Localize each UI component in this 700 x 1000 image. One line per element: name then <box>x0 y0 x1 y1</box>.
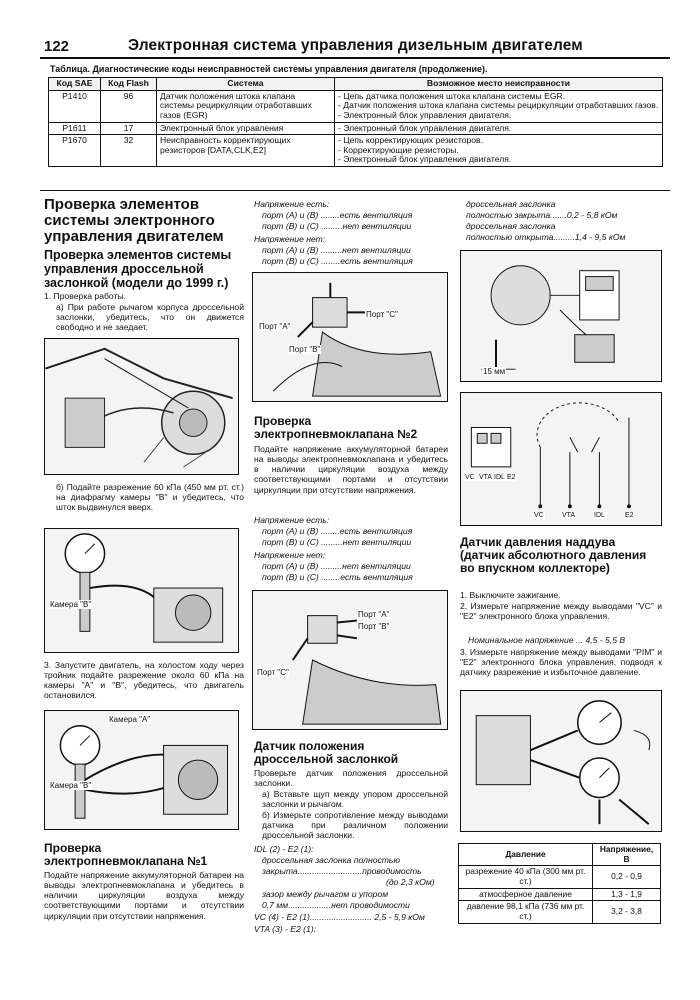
map-step-2: 2. Измерьте напряжение между выводами "VC" и "E2" электронного блока управления. <box>460 601 662 622</box>
fault-line: - Электронный блок управления двигателя. <box>338 122 512 133</box>
valve-2-drawing <box>253 591 447 729</box>
circuit-pin-label: IDL <box>594 512 605 519</box>
valve-2-text: Подайте напряжение аккумуляторной батареи на выводы электропневмоклапана и убедитесь в наличии циркуляции воздуха между соответствующими портами и отсутствии циркуляции при отсутствии напряжения. <box>254 444 448 495</box>
fig5-port-c: Порт "C" <box>257 668 289 677</box>
v2-on-title: Напряжение есть: <box>254 515 330 525</box>
cell-fault <box>335 122 663 135</box>
table-header-sae: Код SAE <box>49 78 101 91</box>
vc-line: VC (4) - E2 (1).......................... 2,5 - 5,9 кОм <box>254 912 425 922</box>
figure-label-chamber-a: Камера "A" <box>109 715 151 724</box>
connector-pin-label: VC <box>465 474 475 481</box>
pressure-voltage-table <box>458 843 661 924</box>
circuit-pin-label: VC <box>534 512 544 519</box>
table-row <box>459 901 661 923</box>
heading-valve-2: Проверка электропневмоклапана №2 <box>254 414 418 442</box>
v1-on-line: порт (B) и (C) .........нет вентиляции <box>262 221 412 231</box>
fig5-port-a: Порт "A" <box>358 610 390 619</box>
cell-flash: 96 <box>101 90 157 122</box>
table-row <box>459 888 661 901</box>
table-row <box>459 866 661 888</box>
fault-line: - Электронный блок управления двигателя. <box>338 109 512 120</box>
fig4-port-b: Порт "B" <box>289 345 321 354</box>
fault-line: - Датчик положения штока клапана системы рециркуляции отработавших газов. <box>338 100 659 111</box>
idl-line: дроссельная заслонка полностью <box>262 855 400 865</box>
heading-tps: Датчик положения дроссельной заслонкой <box>254 739 399 767</box>
page-title: Электронная система управления дизельным двигателем <box>128 37 583 54</box>
table-header-fault: Возможное место неисправности <box>335 78 663 91</box>
idl-line: 0,7 мм..................нет проводимости <box>262 900 410 910</box>
cell-sae: P1611 <box>49 122 101 135</box>
sub-heading: Проверка элементов системы управления дроссельной заслонкой (модели до 1999 г.) <box>44 248 232 290</box>
cell-flash: 17 <box>101 122 157 135</box>
table-header-system: Система <box>157 78 335 91</box>
fault-line: - Цепь корректирующих резисторов. <box>338 135 483 146</box>
connector-pin-label: E2 <box>507 474 516 481</box>
vta-line: полностью открыта.........1,4 - 9,5 кОм <box>466 232 626 242</box>
cell-sae: P1670 <box>49 135 101 167</box>
fig4-port-a: Порт "A" <box>259 322 291 331</box>
figure-throttle-body <box>44 338 239 475</box>
cell-sae: P1410 <box>49 90 101 122</box>
map-step-1: 1. Выключите зажигание. <box>460 590 561 600</box>
press-header-voltage: Напряжение, В <box>593 844 661 866</box>
v2-on-line: порт (B) и (C) .........нет вентиляции <box>262 537 412 547</box>
header-divider <box>40 57 670 59</box>
v2-off-line: порт (B) и (C) ........есть вентиляция <box>262 572 413 582</box>
fig6-gap-label: 15 мм <box>483 367 506 376</box>
figure-map-test <box>460 690 662 832</box>
step-3: 3. Запустите двигатель, на холостом ходу через тройник подайте разрежение около 60 кПа на камеры "A" и "B", убедитесь, что двигатель остановился. <box>44 660 244 701</box>
dtc-table <box>48 77 663 167</box>
cell-system: Датчик положения штока клапана системы рециркуляции отработавших газов (EGR) <box>157 90 335 122</box>
figure-valve-2 <box>252 590 448 730</box>
idl-line: (до 2,3 кОм) <box>386 877 435 887</box>
cell-system: Неисправность корректирующих резисторов [DATA,CLK,E2] <box>157 135 335 167</box>
vta-line: дроссельная заслонка <box>466 199 556 209</box>
valve-1-drawing <box>253 273 447 401</box>
fig4-port-c: Порт "C" <box>366 310 398 319</box>
figure-valve-1 <box>252 272 448 402</box>
cell-system: Электронный блок управления <box>157 122 335 135</box>
table-row <box>49 135 663 167</box>
heading-map-sensor: Датчик давления наддува (датчик абсолютного давления во впускном коллекторе) <box>460 535 647 576</box>
press-cell: давление 98,1 кПа (736 мм рт. ст.) <box>459 901 593 923</box>
v1-on-title: Напряжение есть: <box>254 199 330 209</box>
v2-off-line: порт (A) и (B) .........нет вентиляции <box>262 561 411 571</box>
table-row <box>49 90 663 122</box>
connector-pin-label: VTA <box>479 474 493 481</box>
press-cell: разрежение 40 кПа (300 мм рт. ст.) <box>459 866 593 888</box>
valve-1-text: Подайте напряжение аккумуляторной батареи на выводы электропневмоклапана и убедитесь в наличии циркуляции воздуха между соответствующими портами и отсутствии циркуляции при отсутствии напряжения. <box>44 870 244 921</box>
main-heading: Проверка элементов системы электронного управления двигателем <box>44 196 224 245</box>
voltage-cell: 1,3 - 1,9 <box>593 888 661 901</box>
fault-line: - Корректирующие резисторы. <box>338 144 459 155</box>
cell-fault <box>335 90 663 122</box>
figure-vacuum-b <box>44 528 239 653</box>
tps-step-a: а) Вставьте щуп между упором дроссельной заслонки и рычагом. <box>262 789 448 810</box>
step-1a: а) При работе рычагом корпуса дроссельной заслонки, убедитесь, что он движется свободно и не заедает. <box>56 302 244 333</box>
connector-pin-label: IDL <box>494 474 505 481</box>
table-header-flash: Код Flash <box>101 78 157 91</box>
cell-fault <box>335 135 663 167</box>
press-cell: атмосферное давление <box>459 888 593 901</box>
idl-line: закрыта...........................проводимость <box>262 866 422 876</box>
section-divider <box>40 190 670 191</box>
voltage-cell: 3,2 - 3,8 <box>593 901 661 923</box>
map-test-drawing <box>461 691 661 831</box>
voltage-cell: 0,2 - 0,9 <box>593 866 661 888</box>
vacuum-pump-drawing <box>45 529 238 652</box>
heading-valve-1: Проверка электропневмоклапана №1 <box>44 841 208 869</box>
map-step-3: 3. Измерьте напряжение между выводами "PIM" и "E2" электронного блока управления, подводя к датчику разрежение и избыточное давление. <box>460 647 662 678</box>
idl-line: зазор между рычагом и упором <box>262 889 389 899</box>
press-header-pressure: Давление <box>459 844 593 866</box>
v2-on-line: порт (A) и (B) ........есть вентиляция <box>262 526 413 536</box>
throttle-body-drawing <box>45 339 238 474</box>
figure-label-chamber-b: Камера "B" <box>50 600 92 609</box>
v1-off-line: порт (A) и (B) .........нет вентиляции <box>262 245 411 255</box>
map-nominal: Номинальное напряжение ... 4,5 - 5,5 В <box>468 635 626 645</box>
page-number: 122 <box>44 38 70 55</box>
tps-circuit-drawing <box>461 393 661 525</box>
circuit-pin-label: VTA <box>562 512 576 519</box>
idl-title: IDL (2) - E2 (1): <box>254 844 314 854</box>
v1-off-line: порт (B) и (C) ........есть вентиляция <box>262 256 413 266</box>
table-caption: Таблица. Диагностические коды неисправностей системы управления двигателя (продолжение). <box>50 64 488 74</box>
v1-off-title: Напряжение нет: <box>254 234 326 244</box>
tps-step-b: б) Измерьте сопротивление между выводами датчика при различном положении дроссельной заслонки. <box>262 810 448 841</box>
tps-measure-drawing <box>461 251 661 381</box>
tps-text: Проверьте датчик положения дроссельной заслонки. <box>254 768 448 789</box>
vta-title: VTA (3) - E2 (1): <box>254 924 317 934</box>
circuit-pin-label: E2 <box>625 512 634 519</box>
fault-line: - Цепь датчика положения штока клапана системы EGR. <box>338 90 566 101</box>
cell-flash: 32 <box>101 135 157 167</box>
vacuum-tee-drawing <box>45 711 238 829</box>
fig5-port-b: Порт "B" <box>358 622 390 631</box>
step-1: 1. Проверка работы. <box>44 291 127 301</box>
figure-vacuum-ab <box>44 710 239 830</box>
figure-label-chamber-b2: Камера "B" <box>50 781 92 790</box>
vta-line: полностью закрыта.......0,2 - 5,8 кОм <box>466 210 618 220</box>
v1-on-line: порт (A) и (B) ........есть вентиляция <box>262 210 413 220</box>
figure-tps-measure <box>460 250 662 382</box>
v2-off-title: Напряжение нет: <box>254 550 326 560</box>
vta-line: дроссельная заслонка <box>466 221 556 231</box>
fault-line: - Электронный блок управления двигателя. <box>338 154 512 165</box>
step-1b: б) Подайте разрежение 60 кПа (450 мм рт. ст.) на диафрагму камеры "B" и убедитесь, что шток выдвинулся вверх. <box>56 482 244 513</box>
table-row <box>49 122 663 135</box>
figure-tps-circuit <box>460 392 662 526</box>
